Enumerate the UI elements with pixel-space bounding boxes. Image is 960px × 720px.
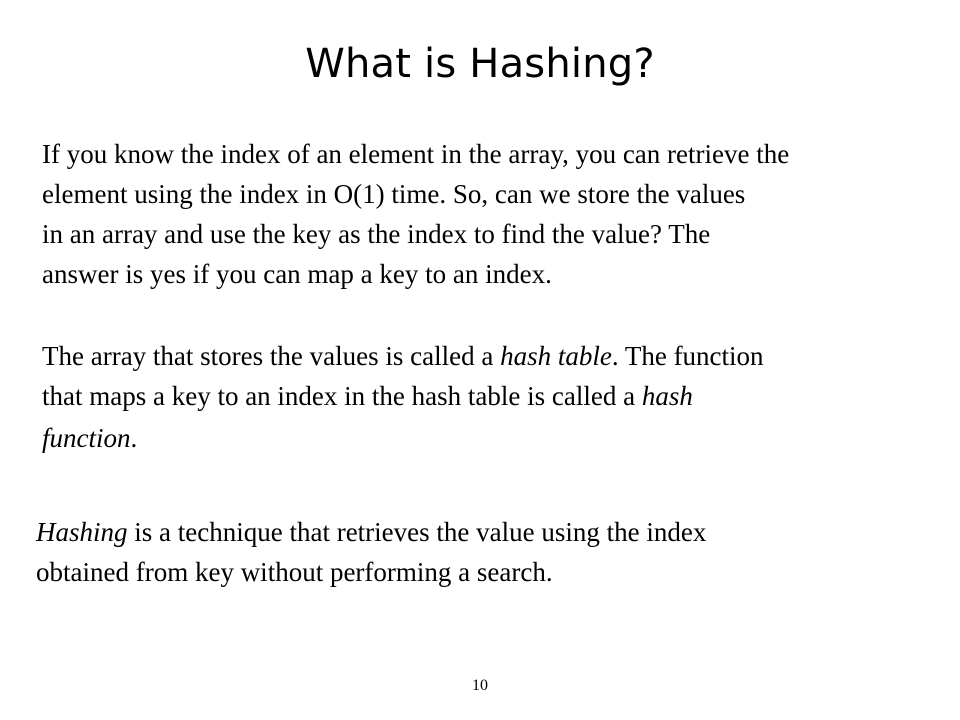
term-hash: hash <box>641 381 693 411</box>
paragraph-line <box>42 376 960 416</box>
text-run: is a technique that retrieves the value using the index <box>127 517 707 547</box>
text-run: . The function <box>611 341 764 371</box>
paragraph-line <box>36 512 960 552</box>
term-function: function <box>42 423 131 453</box>
page-number: 10 <box>472 677 488 694</box>
paragraph-line: answer is yes if you can map a key to an index. <box>42 259 552 289</box>
paragraph-line <box>42 416 960 460</box>
paragraph-line <box>42 336 960 376</box>
term-hash-table: hash table <box>500 341 612 371</box>
paragraph-hash-table-definition <box>42 336 960 460</box>
paragraph-line: If you know the index of an element in the array, you can retrieve the <box>42 139 790 169</box>
paragraph-hashing-definition <box>36 512 960 592</box>
text-run: The array that stores the values is called a <box>42 341 501 371</box>
text-run: that maps a key to an index in the hash table is called a <box>42 381 642 411</box>
slide-title: What is Hashing? <box>305 41 655 87</box>
paragraph-direct-indexing <box>42 134 960 294</box>
text-run: . <box>130 423 138 453</box>
paragraph-line: obtained from key without performing a search. <box>36 557 553 587</box>
paragraph-line: element using the index in O(1) time. So, can we store the values <box>42 179 746 209</box>
paragraph-line: in an array and use the key as the index to find the value? The <box>42 219 711 249</box>
term-hashing: Hashing <box>36 517 128 547</box>
